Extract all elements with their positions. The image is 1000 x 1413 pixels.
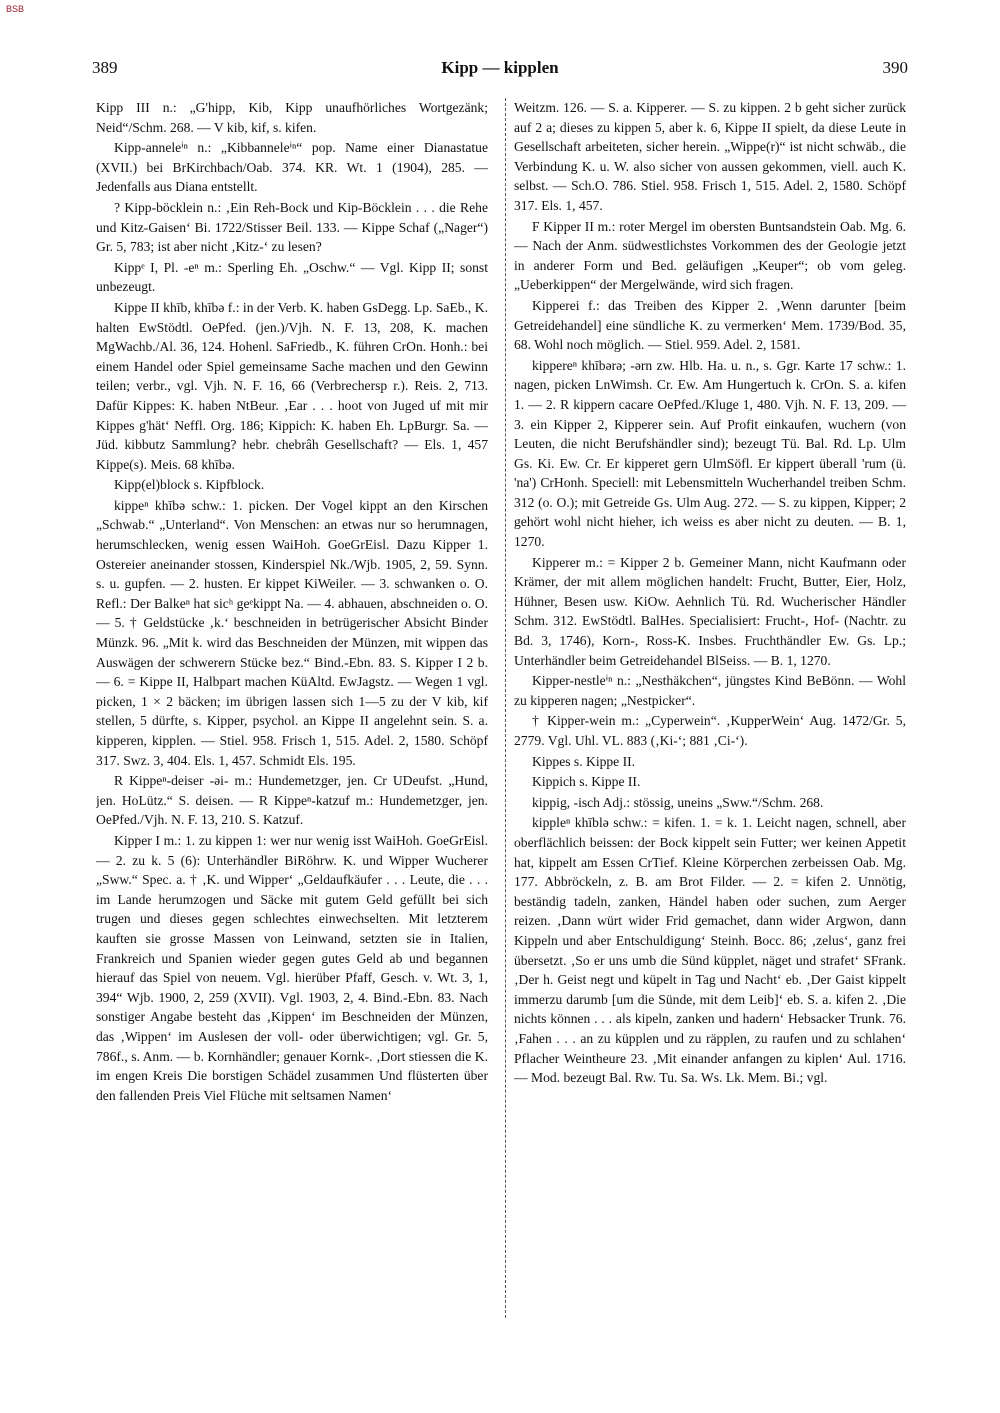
right-column xyxy=(514,98,906,1328)
entry-kipper-continued: Weitzm. 126. — S. a. Kipperer. — S. zu kippen. 2 b geht sicher zurück auf 2 a; dieses zu kippen 5, aber k. 6, Kippe II spielt, da diese Leute in Gesellschaft arbeiteten, sicher herein. „Wippe(r)“ ist nicht schwäb., die Verbindung K. u. W. also sicher von aussen gekommen, viell. auch K. selbst. — Sch.O. 786. Stiel. 958. Frisch 1, 515. Adel. 2, 1580. Schöpf 317. Els. 1, 457. xyxy=(514,100,906,213)
entry-kippes: Kippes s. Kippe II. xyxy=(532,753,636,769)
running-title: Kipp — kipplen xyxy=(441,58,559,77)
entry-kipp-annelein: Kipp-anneleⁱⁿ n.: „Kibbanneleⁱⁿ“ pop. Name einer Dianastatue (XVII.) bei BrKirchbach/Oab. 374. KR. Wt. 1 (1904), 285. — Jedenfalls aus Diana entstellt. xyxy=(96,140,488,195)
entry-kipp-iii: Kipp III n.: „G'hipp, Kib, Kipp unaufhörliches Wortgezänk; Neid“/Schm. 268. — V kib, kif, s. kifen. xyxy=(96,100,488,135)
entry-kipperei: Kipperei f.: das Treiben des Kipper 2. ‚Wenn darunter [beim Getreidehandel] eine sündliche K. zu vermerken‘ Mem. 1739/Bod. 35, 68. Wohl noch möglich. — Stiel. 959. Adel. 2, 1581. xyxy=(514,297,906,353)
entry-kippelblock: Kipp(el)block s. Kipfblock. xyxy=(114,477,265,493)
column-divider xyxy=(505,98,506,1318)
page-number-left: 389 xyxy=(92,58,118,77)
library-stamp: BSB xyxy=(6,4,25,14)
entry-kipperen: kippereⁿ khībərə; -ərn zw. Hlb. Ha. u. n., s. Ggr. Karte 17 schw.: 1. nagen, picken LnWimsh. Cr. Ew. Am Hungertuch k. CrOn. S. a. kifen 1. — 2. R kippern cacare OePfed./Kluge 1, 480. Vjh. N. F. 13, 209. — 3. ein Kipper 2, Kipperer sein. Auf Profit einkaufen, wuchern (von Leuten, die nicht Berufshändler sind); bezeugt Tü. Bal. Rd. Lp. Ulm Gs. Ki. Ew. Cr. Er kipperet gern UlmSöfl. Er kippert überall 'rum (ü. 'na') CrHonh. Speciell: mit Lebensmitteln Wucherhandel treiben Schm. 312 (o. O.); mit Getreide Gs. Ulm Aug. 272. — S. zu kippen, Kipper; 2 gehört wohl nicht hieher, ich weiss es aber nicht zu deuten. — B. 1, 1270. xyxy=(514,357,906,550)
entry-kipper-i: Kipper I m.: 1. zu kippen 1: wer nur wenig isst WaiHoh. GoeGrEisl. — 2. zu k. 5 (6): Unterhändler BiRöhrw. K. und Wipper Wucherer „Sww.“ Spec. a. † ‚K. und Wipper‘ „Geldaufkäufer . . . Leute, die . . . im Lande herumzogen und Säcke mit gutem Geld gefüllt bei sich trugen und dieses gegen schlechtes einwechselten. Mit letzterem kauften sie grosse Massen von Leinwand, setzten sie in Italien, Frankreich und Spanien wieder gegen gutes Geld ab und begannen hierauf das Spiel von neuem. Vgl. hierüber Pfaff, Gesch. v. Wt. 3, 1, 394“ Wjb. 1900, 2, 259 (XVII). Vgl. 1903, 2, 4. Bind.-Ebn. 83. Nach sonstiger Angabe besteht das ‚Kippen‘ im Beschneiden der Münzen, das ‚Wippen‘ im Auslesen der voll- oder überwichtigen; vgl. Gr. 5, 786f., s. Anm. — b. Kornhändler; genauer Kornk-. ‚Dort stiessen die K. im engen Kreis Die borstigen Schädel zusammen Und flüsterten über den fallenden Preis Viel Flüche mit seltsamen Namen‘ xyxy=(96,832,488,1103)
entry-kippen: kippeⁿ khībə schw.: 1. picken. Der Vogel kippt an den Kirschen „Schwab.“ „Unterland“. Von Menschen: an etwas nur so herumnagen, herumschlecken, wenig essen WaiHoh. GoeGrEisl. Dazu Kipper 1. Ostereier aneinander stossen, Kinderspiel Nk./Wjb. 1905, 2, 59. Synn. s. u. gupfen. — 2. husten. Er kippet KiWeiler. — 3. schwanken o. O. Refl.: Der Balkeⁿ hat sicʰ geᵉkippt Na. — 4. abhauen, abschneiden o. O. — 5. † Geldstücke ‚k.‘ beschneiden in betrügerischer Absicht Binder Münzk. 96. „Mit k. wird das Beschneiden der Münzen, mit wippen das Auswägen der schwerern Stücke bez.“ Bind.-Ebn. 83. S. Kipper I 2 b. — 6. = Kippe II, Halbpart machen KüAltd. EwJagstz. — Wegen 1 vgl. picken, 1 × 2 bäcken; im übrigen lassen sich 1—5 zu der V kib, kif stellen, 5 dürfte, s. Kipper, psychol. an Kippe II angelehnt sein. S. a. kipperen, kipplen. — Stiel. 958. Frisch 1, 515. Adel. 2, 1580. Schöpf 317. Swz. 3, 404. Els. 1, 457. Schmidt Els. 195. xyxy=(96,497,488,768)
entry-kippe-i: Kippᵉ I, Pl. -eⁿ m.: Sperling Eh. „Oschw.“ — Vgl. Kipp II; sonst unbezeugt. xyxy=(96,259,488,295)
entry-kipper-nestlein: Kipper-nestleⁱⁿ n.: „Nesthäkchen“, jüngstes Kind BeBönn. — Wohl zu kipperen nagen; „Nestpicker“. xyxy=(514,673,906,708)
entry-kippich: Kippich s. Kippe II. xyxy=(532,774,641,790)
page-number-right: 390 xyxy=(882,58,908,77)
entry-kipper-ii: F Kipper II m.: roter Mergel im obersten Buntsandstein Oab. Mg. 6. — Nach der Anm. südwestlichstes Vorkommen des der Geologie jetzt in anderer Form und Bed. geläufigen „Keuper“; ob vom geleg. „Ueberkippen“ der Mergelwände, wird sich fragen. xyxy=(514,218,906,293)
entry-kipper-wein: † Kipper-wein m.: „Cyperwein“. ‚KupperWein‘ Aug. 1472/Gr. 5, 2779. Vgl. Uhl. VL. 883 (‚Ki-‘; 881 ‚Ci-‘). xyxy=(514,713,906,748)
left-column xyxy=(96,98,488,1328)
entry-kipp-boecklein: ? Kipp-böcklein n.: ‚Ein Reh-Bock und Kip-Böcklein . . . die Rehe und Kitz-Gaisen‘ Bi. 1722/Stisser Beil. 133. — Kippe Schaf („Nager“) Gr. 5, 783; ist aber nicht ‚Kitz-‘ zu lesen? xyxy=(96,199,488,255)
entry-kipperer: Kipperer m.: = Kipper 2 b. Gemeiner Mann, nicht Kaufmann oder Krämer, der mit allem möglichen handelt: Frucht, Butter, Eier, Holz, Hühner, Besen usw. KiOw. Aehnlich Tü. Rd. Wucherischer Händler Schm. 312. EwStödtl. BalHes. Specialisiert: Frucht-, Hof- (Nachtr. zu Bd. 3, 1746), Korn-, Ross-K. Insbes. Fruchthändler Ew. Gs. Lp.; Unterhändler beim Getreidehandel BlSeiss. — B. 1, 1270. xyxy=(514,554,906,668)
page-header xyxy=(92,58,908,82)
entry-kippen-deiser: R Kippeⁿ-deiser -əi- m.: Hundemetzger, jen. Cr UDeufst. „Hund, jen. HoLütz.“ S. deisen. — R Kippeⁿ-katzuf m.: Hundemetzger, jen. OePfed./Vjh. N. F. 13, 210. S. Katzuf. xyxy=(96,773,488,828)
entry-kippe-ii: Kippe II khīb, khībə f.: in der Verb. K. haben GsDegg. Lp. SaEb., K. halten EwStödtl. OePfed. (jen.)/Vjh. N. F. 13, 208, K. machen MgWachb./Al. 36, 124. Hohenl. SaFriedb., K. führen CrOn. Honh.: bei einem Handel oder Spiel gemeinsame Sache machen und den Gewinn teilen; verbr., vgl. Vjh. N. F. 16, 66 (Verbrechersp r.). Reis. 2, 713. Dafür Kippes: K. haben NtBeur. ‚Ear . . . hoot von Juged uf mit mir Kippes g'hät‘ Neffl. Org. 186; Kippich: K. haben Eh. LpBurgr. Sa. — Jüd. kibbutz Sammlung? hebr. chebrâh Gesellschaft? — Els. 1, 457 Kippe(s). Meis. 68 khībə. xyxy=(96,299,488,472)
entry-kippig: kippig, -isch Adj.: stössig, uneins „Sww.“/Schm. 268. xyxy=(532,794,824,810)
entry-kipplen: kippleⁿ khīblə schw.: = kifen. 1. = k. 1. Leicht nagen, schnell, aber oberflächlich beissen: der Bock kippelt sein Futter; wer keinen Appetit hat, kippelt am Essen CrTief. Kleine Körperchen zerbeissen Oab. Mg. 177. Abbröckeln, z. B. am Brot Filder. — 2. = kifen 2. Unnötig, beständig tadeln, zanken, Händel haben oder suchen, zum Aerger reizen. ‚Dann würt wider Frid gemachet, dann wider Argwon, dann Kippeln und aber Entschuldigung‘ Steinh. Bocc. 86; ‚zelus‘, ganz frei übersetzt. ‚So er uns umb die Sünd küpplet, näget und strafet‘ SFrank. ‚Der h. Geist negt und küpelt in Tag und Nacht‘ eb. ‚Der Gaist kippelt immerzu darumb [um die Sünde, mit dem Leib]‘ eb. S. a. kifen 2. ‚Die nichts können . . . als kipeln, zanken und hadern‘ Hebsacker Trunk. 76. ‚Fahen . . . an zu küpplen und zu räpplen, zu raufen und zu schlahen‘ Pflacher Weintheure 23. ‚Mit einander anfangen zu kiplen‘ Aul. 1716. — Mod. bezeugt Bal. Rw. Tu. Sa. Ws. Lk. Mem. Bi.; vgl. xyxy=(514,815,906,1086)
